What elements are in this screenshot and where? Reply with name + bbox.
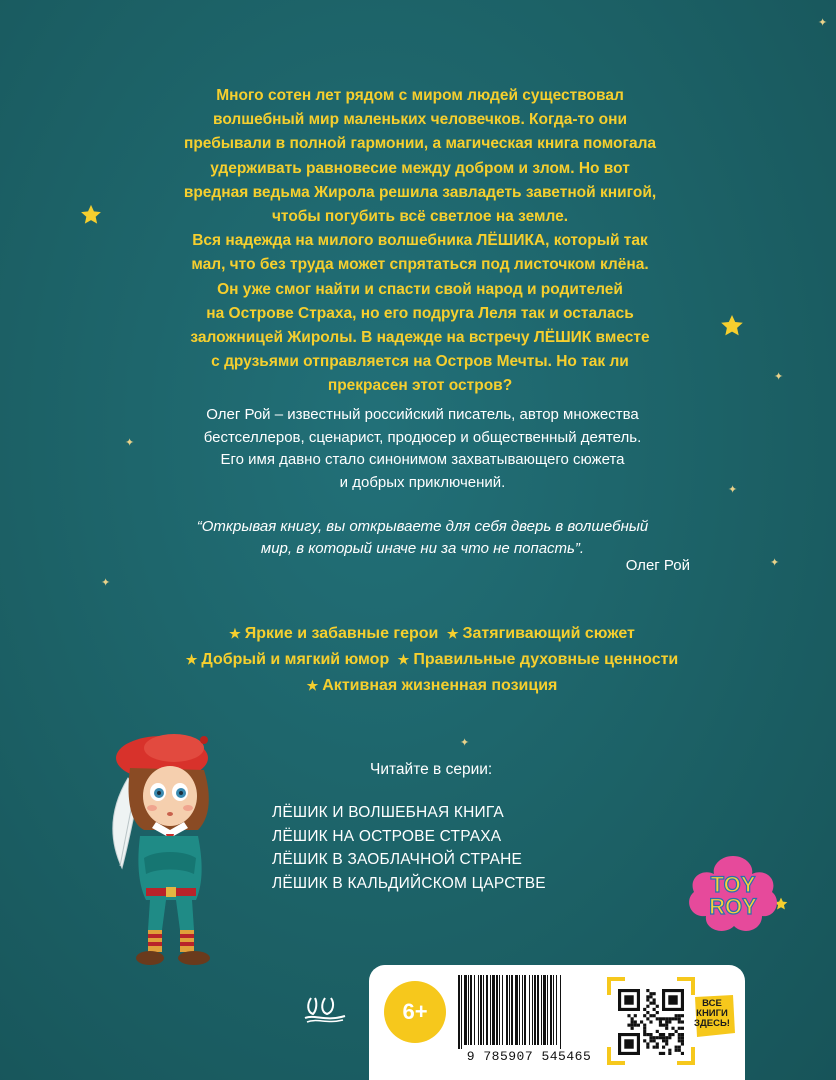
barcode-bar	[478, 975, 479, 1045]
qr-module	[659, 1036, 662, 1039]
qr-module	[643, 1008, 646, 1011]
barcode-bar	[468, 975, 469, 1045]
qr-module	[668, 1036, 671, 1039]
description-line: прекрасен этот остров?	[327, 377, 513, 395]
barcode-bar	[547, 975, 548, 1045]
qr-module	[634, 1014, 637, 1017]
barcode-bar	[534, 975, 536, 1045]
qr-module	[659, 1017, 662, 1020]
sparkle-icon: ✦	[818, 17, 828, 29]
qr-module	[646, 989, 649, 992]
author-bio-line: Его имя давно стало синонимом захватывающего сюжета	[220, 451, 625, 468]
qr-module	[643, 1024, 646, 1027]
barcode-bar	[560, 975, 561, 1049]
qr-module	[678, 1049, 681, 1052]
book-description	[175, 84, 665, 399]
qr-module	[675, 1014, 678, 1017]
qr-module	[665, 1039, 668, 1042]
barcode-panel	[369, 965, 745, 1080]
feature-item: Добрый и мягкий юмор	[201, 651, 390, 668]
quote-line: мир, в который иначе ни за что не попасть”.	[260, 540, 585, 557]
qr-module	[627, 1014, 630, 1017]
sparkle-icon: ✦	[125, 437, 135, 449]
qr-module	[649, 1033, 652, 1036]
series-book: ЛЁШИК И ВОЛШЕБНАЯ КНИГА	[272, 804, 504, 821]
series-book-list	[272, 801, 546, 895]
author-bio-line: Олег Рой – известный российский писатель, автор множества	[206, 406, 639, 423]
feature-list	[170, 621, 690, 699]
qr-module	[656, 1005, 659, 1008]
qr-module	[646, 1011, 649, 1014]
qr-module	[643, 1039, 646, 1042]
qr-module	[653, 1036, 656, 1039]
star-bullet-icon: ★	[185, 652, 198, 667]
qr-module	[631, 1017, 634, 1020]
barcode-bar	[470, 975, 472, 1045]
qr-module	[653, 1008, 656, 1011]
qr-module	[668, 1049, 671, 1052]
qr-module	[656, 1042, 659, 1045]
barcode-bar	[480, 975, 482, 1045]
qr-module	[678, 1036, 681, 1039]
qr-module	[665, 1024, 668, 1027]
qr-module	[678, 1046, 681, 1049]
qr-module	[637, 1024, 640, 1027]
qr-module	[665, 1027, 668, 1030]
qr-module	[678, 1039, 681, 1042]
description-line: Вся надежда на милого волшебника ЛЁШИКА, который так	[192, 232, 648, 250]
qr-module	[678, 1027, 681, 1030]
barcode-bar	[490, 975, 491, 1045]
qr-module	[681, 1014, 684, 1017]
qr-module	[653, 1046, 656, 1049]
barcode-bar	[464, 975, 467, 1045]
age-rating-badge: 6+	[384, 981, 446, 1043]
qr-module	[653, 998, 656, 1001]
qr-module	[640, 1020, 643, 1023]
qr-module	[662, 1039, 665, 1042]
qr-module	[681, 1033, 684, 1036]
qr-module	[681, 1039, 684, 1042]
qr-module	[646, 1005, 649, 1008]
sparkle-icon: ✦	[770, 557, 780, 569]
star-bullet-icon: ★	[229, 626, 241, 641]
qr-module	[649, 1039, 652, 1042]
description-line: Он уже смог найти и спасти свой народ и родителей	[217, 280, 623, 298]
logo-text-toy: TOY	[710, 872, 756, 897]
qr-module	[668, 1052, 671, 1055]
barcode-bar	[509, 975, 510, 1045]
description-line: с друзьями отправляется на Остров Мечты. Но так ли	[211, 353, 629, 371]
barcode-bar	[515, 975, 518, 1045]
logo-text-roy: ROY	[709, 894, 757, 919]
description-line: пребывали в полной гармонии, а магическая книга помогала	[183, 135, 657, 153]
barcode-bar	[486, 975, 488, 1045]
author-bio	[150, 404, 695, 494]
qr-module	[656, 1017, 659, 1020]
qr-module	[653, 992, 656, 995]
qr-module	[678, 1014, 681, 1017]
qr-module	[649, 1020, 652, 1023]
series-book: ЛЁШИК НА ОСТРОВЕ СТРАХА	[272, 827, 502, 845]
star-icon	[720, 314, 744, 338]
barcode-bar	[543, 975, 546, 1045]
qr-module	[646, 995, 649, 998]
qr-module	[662, 1024, 665, 1027]
qr-module	[634, 1020, 637, 1023]
barcode-bar	[461, 975, 462, 1049]
all-books-badge[interactable]	[691, 999, 733, 1029]
barcode-bar	[499, 975, 500, 1045]
sparkle-icon: ✦	[774, 371, 784, 383]
qr-module	[668, 1033, 671, 1036]
qr-module	[646, 1042, 649, 1045]
qr-module	[656, 1011, 659, 1014]
star-bullet-icon: ★	[306, 678, 319, 693]
qr-module	[656, 1046, 659, 1049]
feature-item: Активная жизненная позиция	[322, 677, 558, 694]
qr-module	[662, 1033, 665, 1036]
publisher-logo	[303, 994, 347, 1024]
qr-code[interactable]	[618, 989, 684, 1055]
barcode-bar	[496, 975, 498, 1045]
quote-author: Олег Рой	[625, 557, 690, 574]
qr-module	[665, 1020, 668, 1023]
barcode-bar	[550, 975, 552, 1045]
qr-module	[646, 998, 649, 1001]
barcode-bar	[529, 975, 530, 1045]
qr-module	[675, 1046, 678, 1049]
star-bullet-icon: ★	[397, 652, 410, 667]
author-bio-line: бестселлеров, сценарист, продюсер и общественный деятель.	[203, 428, 642, 446]
description-line: вредная ведьма Жирола решила завладеть заветной книгой,	[183, 183, 657, 201]
qr-module	[646, 1046, 649, 1049]
barcode-bar	[537, 975, 539, 1045]
qr-module	[681, 1052, 684, 1055]
qr-module	[646, 1033, 649, 1036]
qr-module	[662, 1017, 665, 1020]
qr-module	[668, 1020, 671, 1023]
qr-module	[665, 1036, 668, 1039]
qr-module	[675, 1030, 678, 1033]
qr-module	[662, 1046, 665, 1049]
barcode-bar	[502, 975, 503, 1045]
description-line: волшебный мир маленьких человечков. Когда-то они	[213, 111, 627, 129]
qr-module	[659, 1020, 662, 1023]
character-illustration	[100, 718, 240, 978]
badge-line: ЗДЕСЬ!	[694, 1018, 730, 1029]
qr-module	[681, 1027, 684, 1030]
barcode-bar	[532, 975, 533, 1045]
qr-module	[656, 1036, 659, 1039]
author-bio-line: и добрых приключений.	[339, 473, 506, 491]
qr-module	[665, 1017, 668, 1020]
qr-module	[649, 1014, 652, 1017]
quote-line: “Открывая книгу, вы открываете для себя дверь в волшебный	[196, 518, 649, 535]
qr-module	[668, 1017, 671, 1020]
qr-module	[662, 1052, 665, 1055]
isbn-number: 9 785907 545465	[466, 1049, 592, 1064]
qr-module	[631, 1027, 634, 1030]
qr-module	[643, 1027, 646, 1030]
barcode-bar	[556, 975, 557, 1045]
qr-module	[665, 1042, 668, 1045]
qr-module	[659, 1024, 662, 1027]
barcode-bar	[522, 975, 523, 1045]
qr-module	[649, 995, 652, 998]
description-line: удерживать равновесие между добром и злом. Но вот	[210, 159, 630, 177]
series-book: ЛЁШИК В ЗАОБЛАЧНОЙ СТРАНЕ	[272, 851, 523, 868]
qr-module	[681, 1020, 684, 1023]
qr-module	[659, 1033, 662, 1036]
badge-line: КНИГИ	[696, 1008, 728, 1019]
qr-module	[646, 1017, 649, 1020]
qr-module	[631, 1024, 634, 1027]
barcode-bar	[553, 975, 554, 1045]
description-line: мал, что без труда может спрятаться под листочком клёна.	[191, 256, 649, 274]
qr-module	[653, 1014, 656, 1017]
qr-module	[653, 1039, 656, 1042]
qr-module	[643, 1014, 646, 1017]
qr-module	[671, 1027, 674, 1030]
star-bullet-icon: ★	[446, 626, 459, 641]
star-icon	[80, 204, 102, 226]
qr-module	[649, 1036, 652, 1039]
qr-module	[631, 1020, 634, 1023]
author-quote	[150, 516, 695, 560]
qr-module	[681, 1042, 684, 1045]
qr-module	[671, 1033, 674, 1036]
qr-module	[681, 1036, 684, 1039]
qr-module	[659, 1052, 662, 1055]
barcode	[456, 975, 600, 1049]
barcode-bar	[458, 975, 460, 1049]
qr-module	[653, 1002, 656, 1005]
qr-module	[678, 1033, 681, 1036]
qr-module	[656, 1030, 659, 1033]
feature-item: Затягивающий сюжет	[462, 625, 635, 642]
qr-module	[643, 1033, 646, 1036]
qr-module	[671, 1017, 674, 1020]
barcode-bar	[483, 975, 484, 1045]
series-title: Читайте в серии:	[370, 761, 493, 778]
qr-module	[624, 1039, 633, 1048]
sparkle-icon: ✦	[101, 577, 111, 589]
qr-module	[643, 1030, 646, 1033]
barcode-bar	[541, 975, 542, 1045]
feature-item: Правильные духовные ценности	[413, 651, 679, 668]
description-line: заложницей Жиролы. В надежде на встречу ЛЁШИК вместе	[190, 329, 650, 347]
qr-module	[649, 1002, 652, 1005]
barcode-bar	[474, 975, 475, 1045]
barcode-bar	[519, 975, 520, 1045]
qr-module	[634, 1024, 637, 1027]
qr-module	[678, 1020, 681, 1023]
sparkle-icon: ✦	[728, 484, 738, 496]
qr-module	[649, 992, 652, 995]
description-line: чтобы погубить всё светлое на земле.	[271, 208, 569, 226]
qr-module	[668, 995, 677, 1004]
barcode-bar	[506, 975, 508, 1045]
qr-module	[678, 1017, 681, 1020]
badge-line: ВСЕ	[702, 998, 722, 1009]
qr-module	[624, 995, 633, 1004]
toy-roy-logo	[684, 852, 782, 936]
sparkle-icon: ✦	[460, 737, 470, 749]
series-book: ЛЁШИК В КАЛЬДИЙСКОМ ЦАРСТВЕ	[272, 874, 546, 892]
description-line: на Острове Страха, но его подруга Леля так и осталась	[206, 304, 634, 322]
barcode-bar	[492, 975, 495, 1045]
barcode-bar	[524, 975, 526, 1045]
qr-module	[675, 1049, 678, 1052]
qr-module	[675, 1017, 678, 1020]
qr-module	[662, 1036, 665, 1039]
feature-item: Яркие и забавные герои	[244, 625, 439, 642]
barcode-bar	[511, 975, 513, 1045]
qr-module	[627, 1024, 630, 1027]
description-line: Много сотен лет рядом с миром людей существовал	[216, 87, 624, 104]
